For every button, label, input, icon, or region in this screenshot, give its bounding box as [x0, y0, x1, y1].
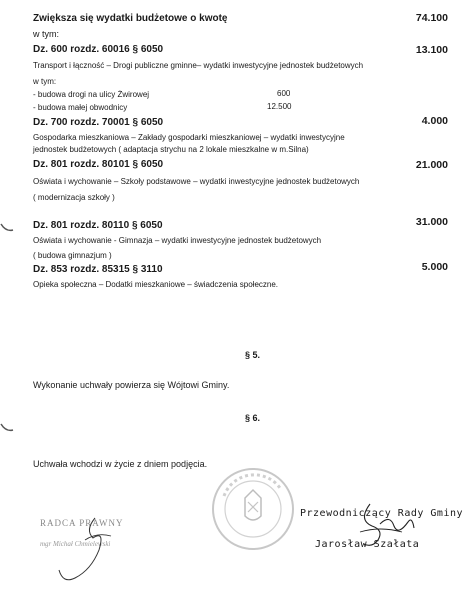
signature-scribble-icon — [55, 510, 125, 590]
section-heading: § 5. — [245, 350, 261, 360]
total-amount: 74.100 — [415, 12, 448, 24]
item-description: Oświata i wychowanie – Szkoły podstawowe – wydatki inwestycyjne jednostek budżetowych — [33, 177, 360, 186]
section-text: Wykonanie uchwały powierza się Wójtowi Gminy. — [33, 380, 230, 390]
subitem-value: 12.500 — [267, 102, 292, 111]
item-code: Dz. 801 rozdz. 80110 § 6050 — [33, 220, 163, 231]
official-seal-icon — [210, 466, 296, 552]
item-description: Oświata i wychowanie - Gimnazja – wydatki inwestycyjne jednostek budżetowych — [33, 236, 322, 245]
punch-mark-icon — [0, 422, 14, 436]
subitem-label: - budowa drogi na ulicy Żwirowej — [33, 90, 150, 99]
section-heading: § 6. — [245, 413, 261, 423]
item-amount: 5.000 — [421, 261, 448, 273]
item-code: Dz. 600 rozdz. 60016 § 6050 — [33, 44, 164, 55]
item-amount: 21.000 — [415, 159, 448, 171]
item-description: Opieka społeczna – Dodatki mieszkaniowe – świadczenia społeczne. — [33, 280, 279, 289]
item-code: Dz. 801 rozdz. 80101 § 6050 — [33, 159, 164, 170]
item-amount: 4.000 — [421, 115, 448, 127]
item-amount: 31.000 — [415, 216, 448, 228]
item-description: ( modernizacja szkoły ) — [33, 193, 115, 202]
item-code: Dz. 853 rozdz. 85315 § 3110 — [33, 264, 163, 275]
stamp-name: mgr Michał Chmielewski — [40, 540, 111, 548]
punch-mark-icon — [0, 222, 14, 236]
item-amount: 13.100 — [415, 44, 448, 56]
subitem-value: 600 — [277, 89, 291, 98]
item-description: jednostek budżetowych ( adaptacja strychu na 2 lokale mieszkalne w m.Silna) — [33, 145, 309, 154]
item-description: ( budowa gimnazjum ) — [33, 251, 112, 260]
signature-role: Przewodniczący Rady Gminy — [300, 508, 464, 519]
handwritten-signature-icon — [350, 496, 420, 556]
item-sub-intro: w tym: — [33, 77, 57, 86]
section-text: Uchwała wchodzi w życie z dniem podjęcia. — [33, 459, 208, 469]
stamp-title: RADCA PRAWNY — [40, 518, 124, 528]
subitem-label: - budowa małej obwodnicy — [33, 103, 128, 112]
item-description: Gospodarka mieszkaniowa – Zakłady gospodarki mieszkaniowej – wydatki inwestycyjne — [33, 133, 345, 142]
item-description: Transport i łączność – Drogi publiczne gminne– wydatki inwestycyjne jednostek budżetowych — [33, 61, 364, 70]
item-code: Dz. 700 rozdz. 70001 § 6050 — [33, 117, 164, 128]
signature-name: Jarosław Szałata — [315, 539, 420, 550]
intro-text: w tym: — [33, 29, 59, 39]
section-title: Zwiększa się wydatki budżetowe o kwotę — [33, 13, 228, 24]
